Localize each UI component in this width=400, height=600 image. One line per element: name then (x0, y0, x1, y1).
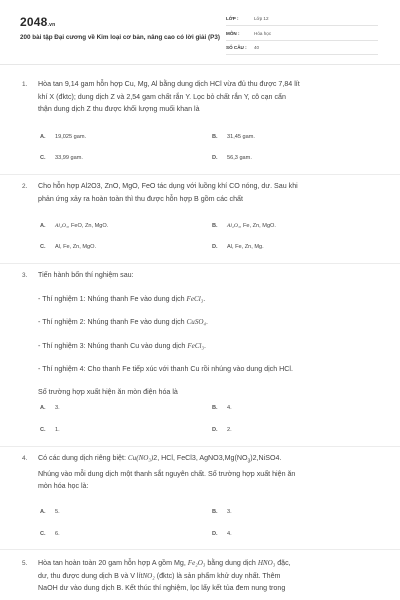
question-text (38, 557, 386, 595)
header-divider (0, 64, 400, 65)
formula: NO₂ (142, 571, 155, 580)
formula: Al₂O₃ (227, 223, 240, 229)
option-label: A. (40, 223, 46, 229)
option-text-rest: , FeO, Zn, MgO. (67, 223, 109, 229)
experiment-text: - Thí nghiệm 4: Cho thanh Fe tiếp xúc với thanh Cu rồi nhúng vào dung dịch HCl. (38, 365, 293, 373)
text-part: dư, thu được dung dịch B và V lít (38, 571, 143, 580)
question-line: NaOH dư vào dung dịch B. Kết thúc thí nghiệm, lọc lấy kết tủa đem nung trong (38, 584, 286, 592)
question-divider (0, 549, 400, 550)
logo-suffix: .vn (47, 22, 56, 28)
question-divider (0, 174, 400, 175)
formula: Cu(NO₃) (127, 454, 154, 462)
option-text (227, 223, 276, 229)
experiment-text: - Thí nghiệm 2: Nhúng thanh Fe vào dung dịch (38, 318, 187, 326)
formula: FeCl₃ (186, 294, 204, 303)
meta-class-value: Lớp 12 (254, 16, 269, 21)
option-text (55, 223, 108, 229)
experiment-3 (38, 340, 386, 353)
question-outro: Số trường hợp xuất hiện ăn mòn điện hóa là (38, 387, 178, 396)
option-label: B. (212, 223, 218, 229)
experiment-end: . (205, 318, 208, 326)
option-label: D. (212, 244, 218, 250)
question-divider (0, 263, 400, 264)
question-line (38, 557, 386, 570)
option-label: B. (212, 405, 218, 411)
option-text: 33,99 gam. (55, 155, 83, 161)
question-line: khí X (đktc); dung dịch Z và 2,54 gam chất rắn Y. Lọc bỏ chất rắn Y, cô cạn cẩn (38, 92, 286, 101)
question-intro: Tiến hành bốn thí nghiệm sau: (38, 271, 134, 279)
experiment-2 (38, 316, 386, 329)
document-title: 200 bài tập Đại cương về Kim loại cơ bản, nâng cao có lời giải (P3) (20, 34, 220, 41)
option-label: D. (212, 531, 218, 537)
formula: FeCl₃ (187, 341, 204, 350)
page-header (0, 0, 400, 62)
meta-subject-value: Hóa học (254, 31, 272, 36)
text-part: Hòa tan hoàn toàn 20 gam hỗn hợp A gồm Mg, (38, 559, 188, 567)
meta-count-row (226, 44, 378, 55)
option-text: 2. (227, 427, 232, 433)
option-text: 4. (227, 405, 232, 411)
question-text (38, 452, 386, 493)
meta-count-value: 40 (254, 45, 260, 50)
question-text (38, 269, 386, 398)
option-label: C. (40, 531, 46, 537)
option-text: Al, Fe, Zn, MgO. (55, 244, 97, 250)
option-label: C. (40, 155, 46, 161)
option-text: Al, Fe, Zn, Mg. (227, 244, 264, 250)
experiment-1 (38, 293, 386, 306)
option-text: 4. (227, 531, 232, 537)
option-text: 6. (55, 531, 60, 537)
option-text: 19,025 gam. (55, 134, 87, 140)
option-text: 3. (55, 405, 60, 411)
question-line: Hòa tan 9,14 gam hỗn hợp Cu, Mg, Al bằng dung dịch HCl vừa đủ thu được 7,84 lít (38, 80, 300, 88)
logo-text: 2048 (20, 15, 48, 29)
option-label: D. (212, 427, 218, 433)
formula: HNO₃ (257, 559, 276, 567)
experiment-4 (38, 363, 386, 376)
question-number: 3. (22, 272, 28, 279)
meta-class-key: LỚP : (226, 16, 239, 21)
option-text: 1. (55, 427, 60, 433)
text-part: (đktc) là sản phẩm khử duy nhất. Thêm (154, 571, 281, 580)
option-text-rest: , Fe, Zn, MgO. (239, 223, 276, 229)
option-text: 3. (227, 509, 232, 515)
option-label: A. (40, 509, 46, 515)
experiment-end: . (204, 341, 206, 350)
question-number: 5. (22, 560, 28, 567)
question-line: thận dung dịch Z thu được khối lượng muối khan là (38, 105, 200, 113)
question-line: Cho hỗn hợp Al2O3, ZnO, MgO, FeO tác dụng với luồng khí CO nóng, dư. Sau khi (38, 182, 298, 190)
text-part: đặc, (275, 559, 291, 567)
question-line: mòn hóa học là: (38, 482, 89, 491)
experiment-end: . (203, 294, 206, 303)
question-number: 1. (22, 81, 28, 88)
meta-count-key: SỐ CÂU : (226, 45, 247, 50)
option-label: A. (40, 405, 46, 411)
question-text (38, 180, 386, 205)
site-logo[interactable] (20, 15, 55, 29)
question-line: phản ứng xảy ra hoàn toàn thì thu được hỗn hợp B gồm các chất (38, 194, 243, 203)
formula: Fe₂O₃ (187, 559, 206, 567)
option-label: A. (40, 134, 46, 140)
text-part: 2, HCl, FeCl3, AgNO3,Mg(NO (153, 454, 248, 462)
formula: CuSO₄ (186, 318, 206, 326)
text-part: )2,NiSO4. (250, 454, 282, 462)
question-line (38, 452, 386, 468)
option-text: 56,3 gam. (227, 155, 252, 161)
option-label: C. (40, 427, 46, 433)
question-number: 4. (22, 455, 28, 462)
option-label: D. (212, 155, 218, 161)
experiment-text: - Thí nghiệm 1: Nhúng thanh Fe vào dung dịch (38, 294, 187, 303)
question-number: 2. (22, 183, 28, 190)
formula: Al₂O₃ (55, 223, 68, 229)
option-label: B. (212, 509, 218, 515)
experiment-text: - Thí nghiệm 3: Nhúng thanh Cu vào dung dịch (38, 341, 188, 350)
meta-subject-row (226, 30, 378, 41)
question-text (38, 78, 386, 116)
question-line: Nhúng vào mỗi dung dịch một thanh sắt nguyên chất. Số trường hợp xuất hiện ăn (38, 469, 296, 478)
text-part: Có các dung dịch riêng biệt: (38, 454, 128, 462)
option-text: 31,45 gam. (227, 134, 255, 140)
question-line (38, 570, 386, 583)
option-label: C. (40, 244, 46, 250)
question-divider (0, 446, 400, 447)
subscript: 3 (247, 458, 251, 465)
meta-class-row (226, 15, 378, 26)
text-part: bằng dung dịch (205, 559, 258, 567)
meta-subject-key: MÔN : (226, 31, 240, 36)
option-label: B. (212, 134, 218, 140)
option-text: 5. (55, 509, 60, 515)
